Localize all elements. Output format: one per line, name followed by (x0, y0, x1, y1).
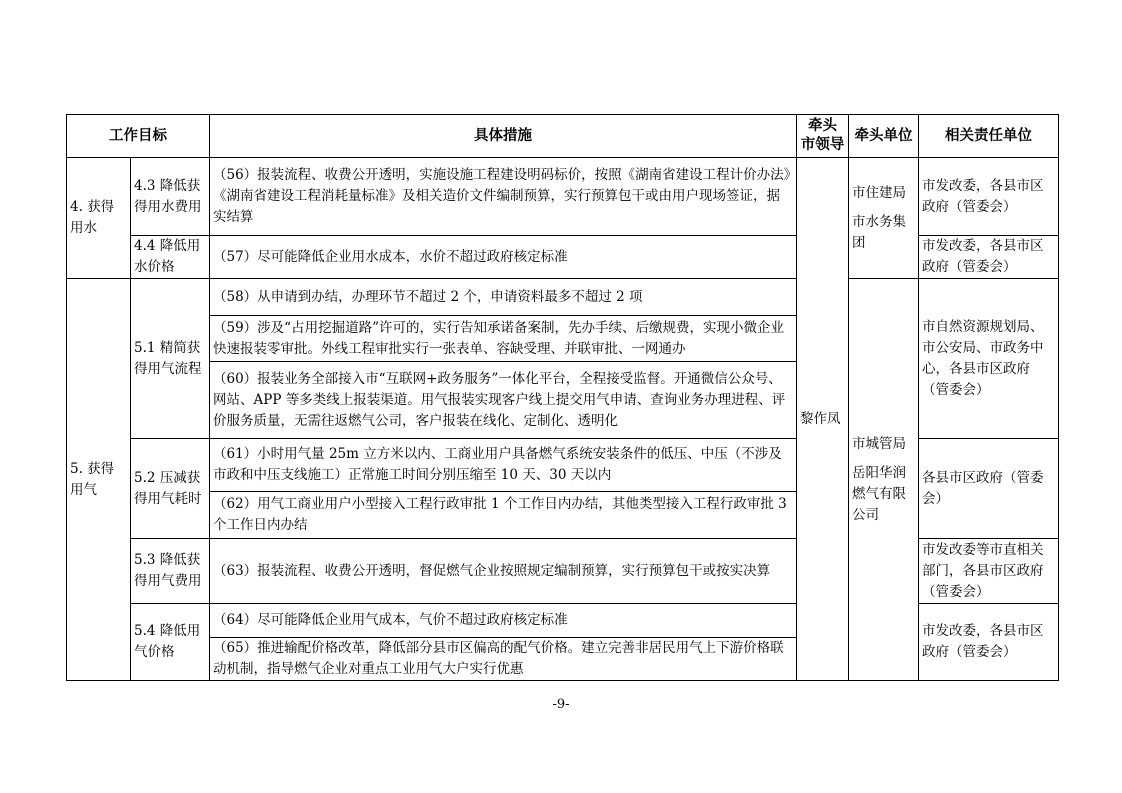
related-5-3: 市发改委等市直相关部门，各县市区政府（管委会） (919, 539, 1059, 604)
leader-name: 黎作凤 (797, 158, 849, 681)
header-goal: 工作目标 (67, 115, 210, 158)
header-related: 相关责任单位 (919, 115, 1059, 158)
measure-61: （61）小时用气量 25m 立方米以内、工商业用户具备燃气系统安装条件的低压、中压（不涉及市政和中压支线施工）正常施工时间分别压缩至 10 天、30 天以内 (210, 439, 797, 492)
lead-unit-water-group: 市水务集团 (852, 213, 906, 251)
lead-unit-housing: 市住建局 (852, 184, 906, 201)
measures-table (66, 114, 1059, 681)
header-leader: 牵头 市领导 (797, 115, 849, 158)
goal-gas: 5. 获得用气 (67, 279, 131, 681)
related-4-3: 市发改委，各县市区政府（管委会） (919, 158, 1059, 236)
measure-57: （57）尽可能降低企业用水成本，水价不超过政府核定标准 (210, 236, 797, 279)
header-measures: 具体措施 (210, 115, 797, 158)
measure-65: （65）推进输配价格改革，降低部分县市区偏高的配气价格。建立完善非居民用气上下游价格联动机制，指导燃气企业对重点工业用气大户实行优惠 (210, 638, 797, 681)
subgoal-5-2: 5.2 压减获得用气耗时 (131, 439, 210, 539)
table-row (67, 279, 1059, 316)
subgoal-5-4: 5.4 降低用气价格 (131, 604, 210, 681)
table-header-row (67, 115, 1059, 158)
table-row (67, 158, 1059, 236)
lead-unit-water (849, 158, 919, 279)
subgoal-4-4: 4.4 降低用水价格 (131, 236, 210, 279)
measure-64: （64）尽可能降低企业用气成本，气价不超过政府核定标准 (210, 604, 797, 638)
subgoal-5-3: 5.3 降低获得用气费用 (131, 539, 210, 604)
lead-unit-gas-company: 岳阳华润燃气有限公司 (852, 464, 906, 523)
related-5-2: 各县市区政府（管委会） (919, 439, 1059, 539)
header-lead-unit: 牵头单位 (849, 115, 919, 158)
subgoal-5-1: 5.1 精简获得用气流程 (131, 279, 210, 439)
lead-unit-urban-management: 市城管局 (852, 435, 906, 452)
lead-unit-gas (849, 279, 919, 681)
measure-62: （62）用气工商业用户小型接入工程行政审批 1 个工作日内办结，其他类型接入工程行政审批 3 个工作日内办结 (210, 492, 797, 539)
measure-60: （60）报装业务全部接入市“互联网+政务服务”一体化平台，全程接受监督。开通微信公众号、网站、APP 等多类线上报装渠道。用气报装实现客户线上提交用气申请、查询业务办理进程、评价服务质量，无需往返燃气公司，客户报装在线化、定制化、透明化 (210, 362, 797, 439)
related-5-4: 市发改委，各县市区政府（管委会） (919, 604, 1059, 681)
measure-56: （56）报装流程、收费公开透明，实施设施工程建设明码标价，按照《湖南省建设工程计价办法》《湖南省建设工程消耗量标准》及相关造价文件编制预算，实行预算包干或由用户现场签证，据实结算 (210, 158, 797, 236)
goal-water: 4. 获得用水 (67, 158, 131, 279)
page-number: -9- (552, 697, 570, 712)
measure-58: （58）从申请到办结，办理环节不超过 2 个，申请资料最多不超过 2 项 (210, 279, 797, 316)
subgoal-4-3: 4.3 降低获得用水费用 (131, 158, 210, 236)
measure-63: （63）报装流程、收费公开透明，督促燃气企业按照规定编制预算，实行预算包干或按实决算 (210, 539, 797, 604)
related-4-4: 市发改委，各县市区政府（管委会） (919, 236, 1059, 279)
related-5-1: 市自然资源规划局、市公安局、市政务中心，各县市区政府（管委会） (919, 279, 1059, 439)
measure-59: （59）涉及“占用挖掘道路”许可的，实行告知承诺备案制，先办手续、后缴规费，实现小微企业快速报装零审批。外线工程审批实行一张表单、容缺受理、并联审批、一网通办 (210, 316, 797, 362)
